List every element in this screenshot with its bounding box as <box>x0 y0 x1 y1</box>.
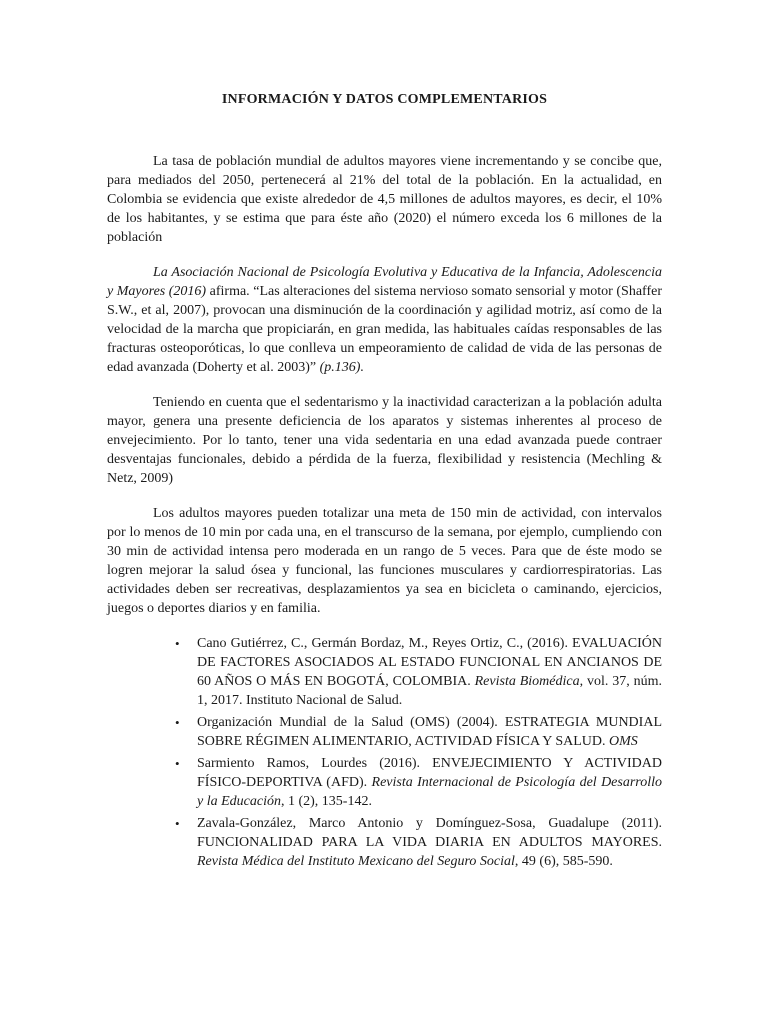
quote-body: afirma. “Las alteraciones del sistema nervioso somato sensorial y motor (Shaffer S.W., et al, 2007), provocan una disminución de la coordinación y agilidad motriz, así como de la velocidad de la marcha que propiciarán, en gran medida, las habituales caídas responsables de las fracturas osteoporóticas, lo que conlleva un empeoramiento de calidad de vida de las personas de edad avanzada (Doherty et al. 2003)” <box>107 284 662 375</box>
reference-tail: , 49 (6), 585-590. <box>514 854 613 869</box>
bullet-icon: • <box>175 636 180 651</box>
paragraph-sedentarism: Teniendo en cuenta que el sedentarismo y la inactividad caracterizan a la población adulta mayor, genera una presente deficiencia de los aparatos y sistemas inherentes al proceso de envejecimiento. Por lo tanto, tener una vida sedentaria en una edad avanzada puede contraer desventajas funcionales, debido a pérdida de la fuerza, flexibilidad y resistencia (Mechling & Netz, 2009) <box>107 395 662 486</box>
paragraph-association-quote <box>107 263 662 377</box>
paragraph-population-stats: La tasa de población mundial de adultos mayores viene incrementando y se concibe que, para mediados del 2050, pertenecerá al 21% del total de la población. En la actualidad, en Colombia se evidencia que existe alrededor de 4,5 millones de adultos mayores, es decir, el 10% de los habitantes, y se estima que para éste año (2020) el número exceda los 6 millones de la población <box>107 154 662 245</box>
reference-text: Sarmiento Ramos, Lourdes (2016). ENVEJECIMIENTO Y ACTIVIDAD FÍSICO-DEPORTIVA (AFD). <box>197 756 662 790</box>
reference-text: Cano Gutiérrez, C., Germán Bordaz, M., Reyes Ortiz, C., (2016). EVALUACIÓN DE FACTORES ASOCIADOS AL ESTADO FUNCIONAL EN ANCIANOS DE 60 AÑOS O MÁS EN BOGOTÁ, COLOMBIA. <box>197 636 662 689</box>
reference-item <box>175 713 662 751</box>
reference-tail: , 1 (2), 135-142. <box>280 794 372 809</box>
reference-text: Zavala-González, Marco Antonio y Domínguez-Sosa, Guadalupe (2011). FUNCIONALIDAD PARA LA VIDA DIARIA EN ADULTOS MAYORES. <box>197 816 662 850</box>
quote-page: (p.136). <box>319 360 364 375</box>
bullet-icon: • <box>175 715 180 730</box>
page-title: INFORMACIÓN Y DATOS COMPLEMENTARIOS <box>221 92 548 107</box>
reference-item <box>175 814 662 871</box>
reference-journal: Revista Biomédica <box>474 674 580 689</box>
reference-item <box>175 754 662 811</box>
bullet-icon: • <box>175 756 180 771</box>
bullet-icon: • <box>175 816 180 831</box>
paragraph-activity-goal: Los adultos mayores pueden totalizar una meta de 150 min de actividad, con intervalos por lo menos de 10 min por cada una, en el transcurso de la semana, por ejemplo, cumpliendo con 30 min de actividad intensa pero moderada en un rango de 5 veces. Para que de éste modo se logren mejorar la salud ósea y funcional, las funciones musculares y cardiorrespiratorias. Las actividades deben ser recreativas, desplazamientos ya sea en bicicleta o caminando, ejercicios, juegos o deportes diarios y en familia. <box>107 506 662 616</box>
reference-text: Organización Mundial de la Salud (OMS) (2004). ESTRATEGIA MUNDIAL SOBRE RÉGIMEN ALIMENTARIO, ACTIVIDAD FÍSICA Y SALUD. <box>197 715 662 749</box>
reference-item <box>175 634 662 710</box>
reference-list <box>107 634 662 871</box>
reference-journal: Revista Internacional de Psicología del Desarrollo y la Educación <box>197 775 662 809</box>
quote-source: La Asociación Nacional de Psicología Evolutiva y Educativa de la Infancia, Adolescencia y Mayores (2016) <box>107 265 662 299</box>
reference-journal: Revista Médica del Instituto Mexicano del Seguro Social <box>197 854 515 869</box>
reference-journal: OMS <box>609 734 638 749</box>
reference-tail: , vol. 37, núm. 1, 2017. Instituto Nacional de Salud. <box>197 674 663 708</box>
